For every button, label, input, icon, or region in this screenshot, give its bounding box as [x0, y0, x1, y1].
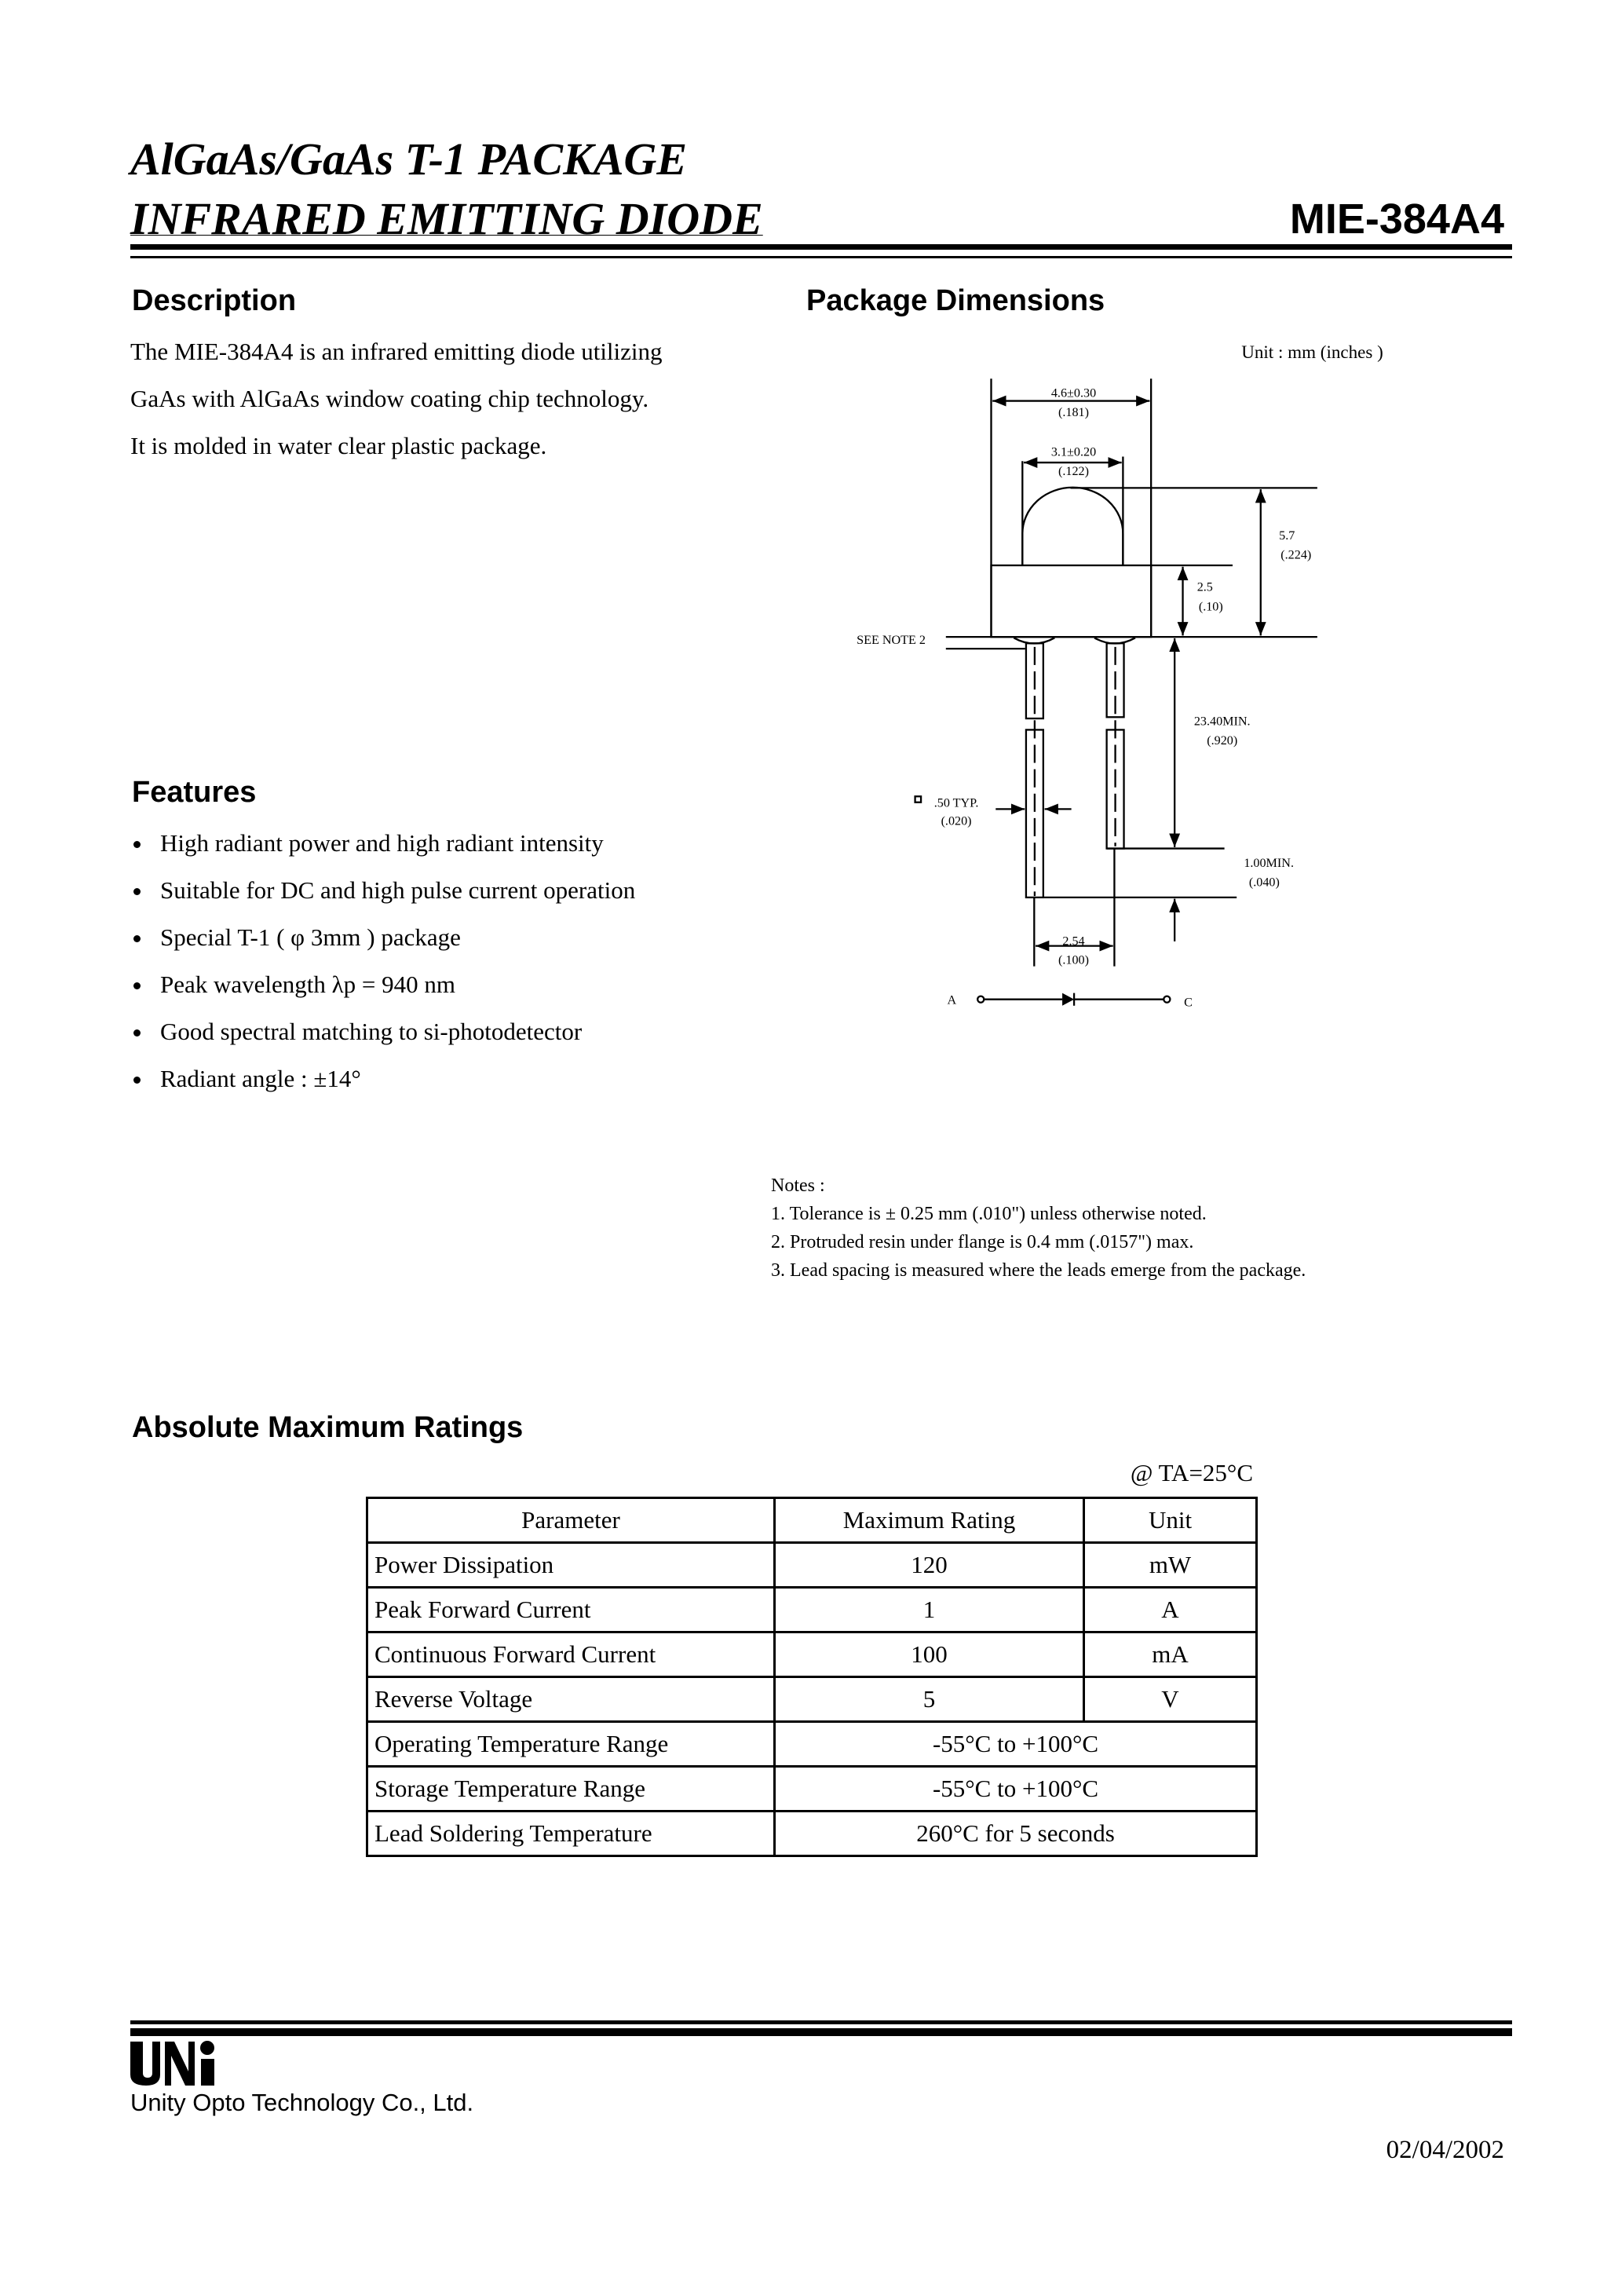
ratings-condition: @ TA=25°C: [1130, 1459, 1253, 1486]
anode-label: A: [947, 993, 957, 1007]
uni-logo: [126, 2040, 228, 2087]
features-heading: Features: [132, 776, 257, 809]
dim-label: 1.00MIN.: [1244, 857, 1294, 871]
parameter-cell: Operating Temperature Range: [367, 1722, 775, 1767]
unit-cell: mW: [1084, 1543, 1257, 1588]
notes: [771, 1172, 1306, 1285]
title-line-1: AlGaAs/GaAs T-1 PACKAGE: [130, 133, 688, 185]
unit-cell: A: [1084, 1588, 1257, 1632]
document-date: 02/04/2002: [1386, 2136, 1504, 2164]
package-dimension-drawing: [785, 330, 1492, 1154]
dim-label: (.10): [1198, 600, 1223, 614]
parameter-cell: Continuous Forward Current: [367, 1632, 775, 1677]
rating-cell: 5: [775, 1677, 1084, 1722]
table-header-row: [367, 1498, 1257, 1543]
note-item: 3. Lead spacing is measured where the leads emerge from the package.: [771, 1260, 1306, 1281]
feature-item: Good spectral matching to si-photodetector: [130, 1008, 635, 1055]
parameter-cell: Peak Forward Current: [367, 1588, 775, 1632]
cathode-label: C: [1184, 996, 1193, 1010]
rating-cell: 120: [775, 1543, 1084, 1588]
table-row: [367, 1812, 1257, 1856]
footer-rule-thin: [130, 2020, 1512, 2024]
diode-symbol-icon: [1062, 993, 1074, 1006]
notes-heading: Notes :: [771, 1175, 825, 1196]
feature-item: Peak wavelength λp = 940 nm: [130, 961, 635, 1008]
dim-label: (.224): [1280, 548, 1312, 562]
footer-rule-thick: [130, 2028, 1512, 2036]
dim-label: (.181): [1058, 406, 1089, 420]
description-heading: Description: [132, 284, 297, 317]
feature-item: Special T-1 ( φ 3mm ) package: [130, 914, 635, 961]
dim-label: (.920): [1207, 733, 1238, 748]
dim-label: 2.54: [1062, 934, 1085, 949]
dim-label: 5.7: [1279, 529, 1295, 543]
rating-cell: 1: [775, 1588, 1084, 1632]
dim-label: (.040): [1248, 876, 1280, 890]
dim-label: .50 TYP.: [933, 796, 979, 810]
dim-label: 23.40MIN.: [1193, 715, 1251, 729]
note-item: 1. Tolerance is ± 0.25 mm (.010") unless otherwise noted.: [771, 1204, 1207, 1224]
dim-label: 2.5: [1196, 580, 1213, 594]
parameter-cell: Power Dissipation: [367, 1543, 775, 1588]
unit-cell: V: [1084, 1677, 1257, 1722]
rating-cell: -55°C to +100°C: [775, 1722, 1257, 1767]
table-row: [367, 1588, 1257, 1632]
dim-label: (.100): [1058, 953, 1089, 967]
table-row: [367, 1722, 1257, 1767]
part-number: MIE-384A4: [1289, 196, 1504, 243]
description-text: [130, 328, 663, 470]
parameter-cell: Lead Soldering Temperature: [367, 1812, 775, 1856]
column-header: Parameter: [367, 1498, 775, 1543]
table-row: [367, 1543, 1257, 1588]
rating-cell: 100: [775, 1632, 1084, 1677]
dim-label: (.020): [941, 814, 972, 828]
parameter-cell: Reverse Voltage: [367, 1677, 775, 1722]
feature-item: Suitable for DC and high pulse current operation: [130, 867, 635, 914]
table-row: [367, 1632, 1257, 1677]
column-header: Unit: [1084, 1498, 1257, 1543]
ratings-table: [366, 1497, 1258, 1857]
dim-label: (.122): [1058, 465, 1089, 479]
table-row: [367, 1767, 1257, 1812]
dim-label: 4.6±0.30: [1050, 386, 1097, 400]
unit-cell: mA: [1084, 1632, 1257, 1677]
table-row: [367, 1677, 1257, 1722]
note-item: 2. Protruded resin under flange is 0.4 mm (.0157") max.: [771, 1232, 1194, 1252]
description-line: GaAs with AlGaAs window coating chip technology.: [130, 385, 649, 412]
parameter-cell: Storage Temperature Range: [367, 1767, 775, 1812]
company-name: Unity Opto Technology Co., Ltd.: [130, 2089, 474, 2116]
see-note-label: SEE NOTE 2: [857, 633, 926, 647]
header-rule: [130, 244, 1512, 250]
header-rule-thin: [130, 256, 1512, 258]
title-line-2: INFRARED EMITTING DIODE: [130, 193, 763, 244]
rating-cell: -55°C to +100°C: [775, 1767, 1257, 1812]
dim-label: 3.1±0.20: [1050, 445, 1097, 459]
feature-item: High radiant power and high radiant intensity: [130, 820, 635, 867]
description-line: It is molded in water clear plastic package.: [130, 432, 547, 459]
unit-label: Unit : mm (inches ): [1241, 341, 1383, 362]
features-list: [130, 820, 635, 1102]
ratings-heading: Absolute Maximum Ratings: [132, 1411, 524, 1444]
column-header: Maximum Rating: [775, 1498, 1084, 1543]
description-line: The MIE-384A4 is an infrared emitting diode utilizing: [130, 338, 663, 365]
rating-cell: 260°C for 5 seconds: [775, 1812, 1257, 1856]
feature-item: Radiant angle : ±14°: [130, 1055, 635, 1102]
package-heading: Package Dimensions: [806, 284, 1105, 317]
